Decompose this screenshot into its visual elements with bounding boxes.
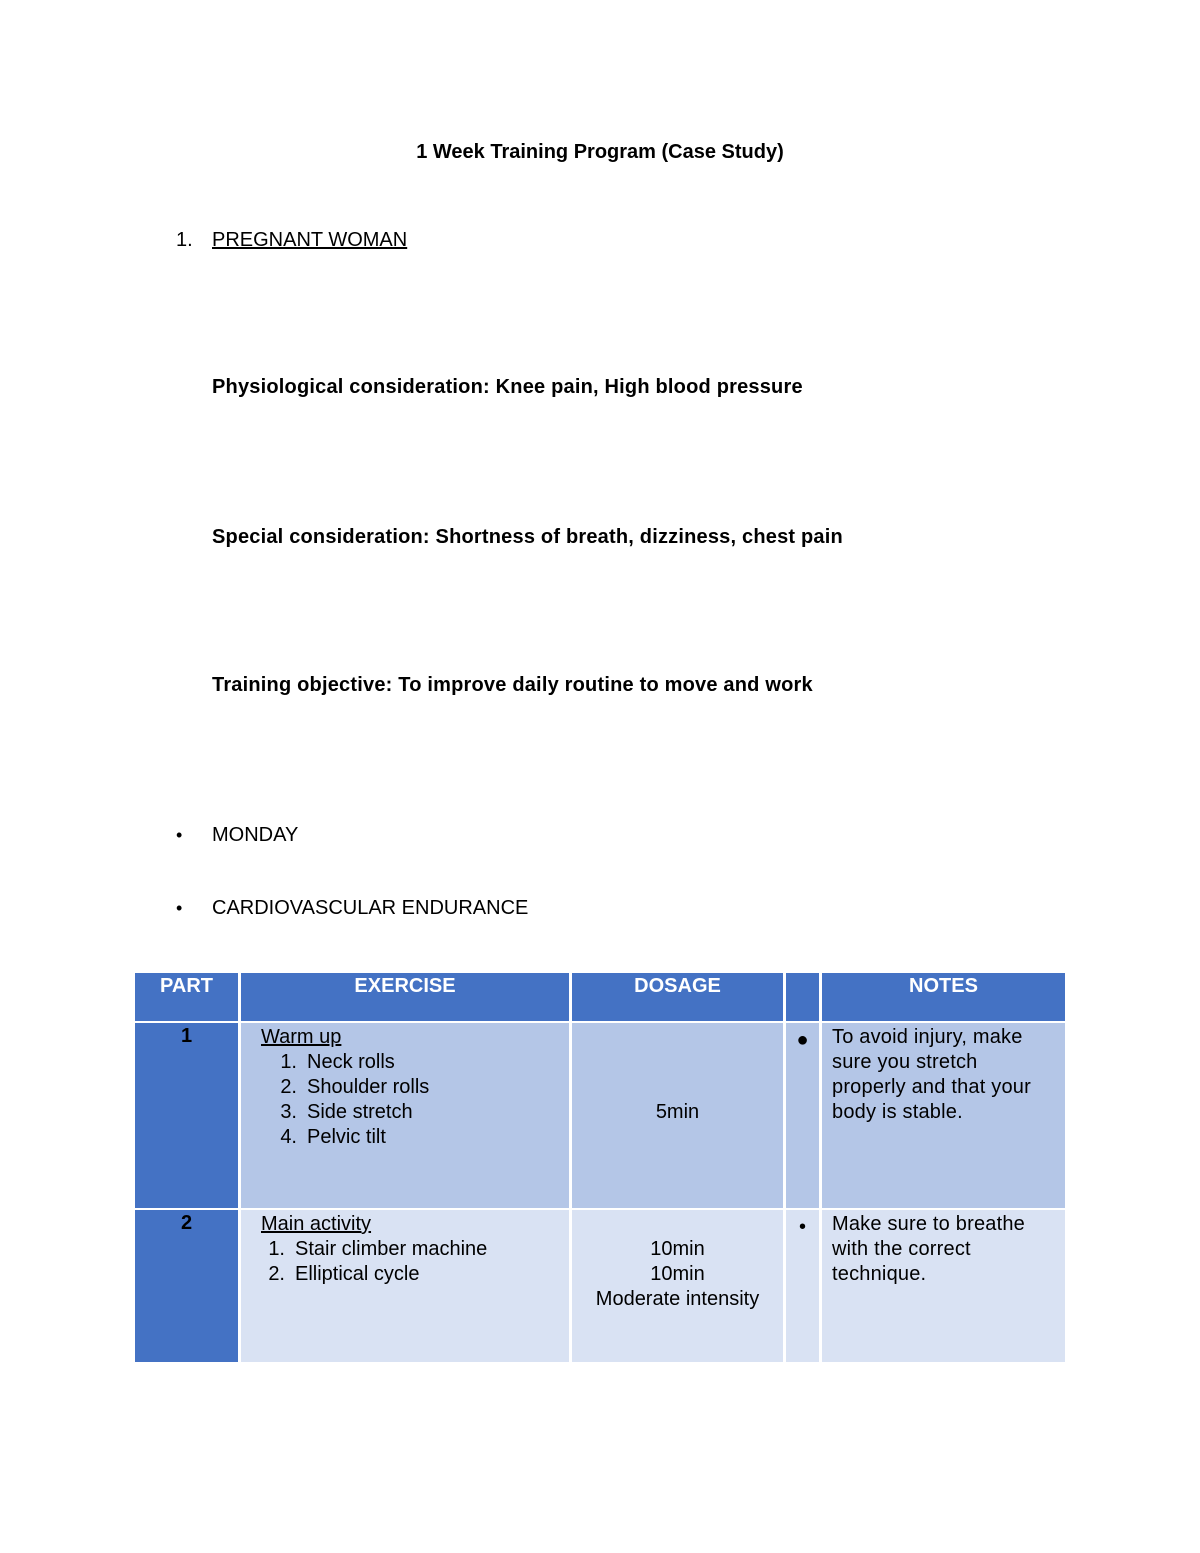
section-heading: PREGNANT WOMAN — [212, 229, 408, 251]
dosage-value: 5min — [655, 1101, 700, 1123]
header-notes: NOTES — [822, 973, 1065, 1021]
bullet-icon: • — [786, 1210, 819, 1362]
exercise-list — [261, 1237, 569, 1287]
table-header-row — [135, 973, 1065, 1021]
table-row — [135, 1023, 1065, 1208]
exercise-cell — [241, 1210, 569, 1362]
header-dosage: DOSAGE — [572, 973, 783, 1021]
header-exercise: EXERCISE — [241, 973, 569, 1021]
dosage-value: 10min — [650, 1238, 705, 1260]
dosage-value: 10min — [650, 1263, 705, 1285]
bullet-icon: ● — [786, 1023, 819, 1208]
part-number: 2 — [135, 1210, 238, 1362]
exercise-list — [261, 1050, 569, 1150]
table-row — [135, 1210, 1065, 1362]
focus-label: CARDIOVASCULAR ENDURANCE — [212, 897, 529, 919]
notes-cell: Make sure to breathe with the correct technique. — [822, 1210, 1065, 1362]
list-item: 1. Stair climber machine — [268, 1238, 488, 1260]
list-item: 1. Neck rolls — [280, 1051, 395, 1073]
list-item: 2. Shoulder rolls — [280, 1076, 430, 1098]
exercise-cell — [241, 1023, 569, 1208]
exercise-title: Warm up — [261, 1026, 342, 1048]
day-label: MONDAY — [212, 824, 299, 846]
list-item: 4. Pelvic tilt — [280, 1126, 386, 1148]
header-part: PART — [135, 973, 238, 1021]
header-bullet — [786, 973, 819, 1021]
list-item: 2. Elliptical cycle — [268, 1263, 420, 1285]
list-item: 3. Side stretch — [280, 1101, 413, 1123]
part-number: 1 — [135, 1023, 238, 1208]
dosage-value: Moderate intensity — [595, 1288, 760, 1310]
bullet-icon: • — [176, 898, 183, 918]
document-title: 1 Week Training Program (Case Study) — [416, 141, 784, 163]
bullet-icon: • — [176, 825, 183, 845]
exercise-title: Main activity — [261, 1213, 372, 1235]
dosage-cell — [572, 1210, 783, 1362]
physiological-consideration: Physiological consideration: Knee pain, High blood pressure — [212, 376, 803, 398]
section-number: 1. — [176, 229, 193, 251]
notes-cell: To avoid injury, make sure you stretch properly and that your body is stable. — [822, 1023, 1065, 1208]
special-consideration: Special consideration: Shortness of breath, dizziness, chest pain — [212, 526, 843, 548]
training-table — [132, 971, 1068, 1364]
training-objective: Training objective: To improve daily routine to move and work — [212, 674, 813, 696]
dosage-cell — [572, 1023, 783, 1208]
